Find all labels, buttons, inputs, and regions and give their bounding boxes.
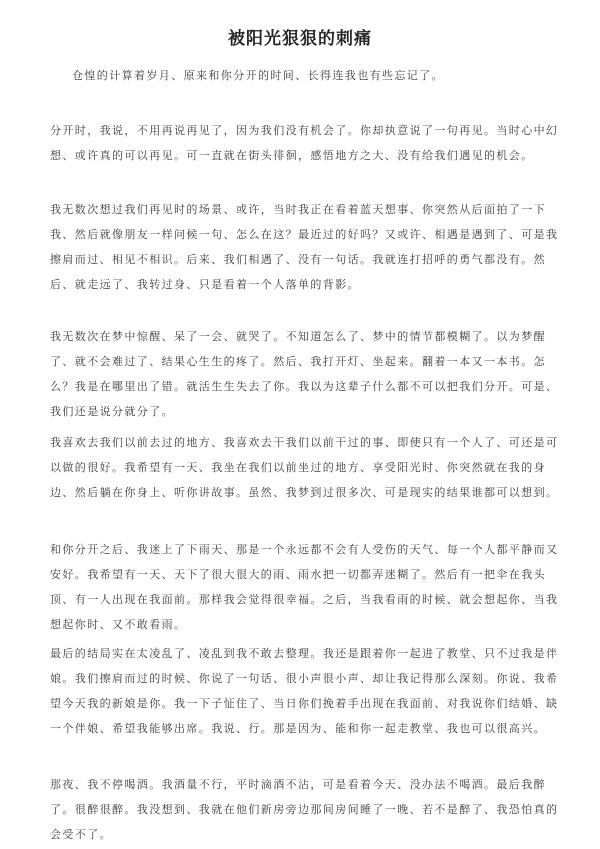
paragraph-7: 最后的结局实在太凌乱了、凌乱到我不敢去整理。我还是跟着你一起进了教堂、只不过我是伴娘。我们擦肩而过的时候、你说了一句话、很小声很小声、却让我记得那么深刻。你说、我希望今天我的新娘是你。我一下子怔住了、当日你们挽着手出现在我面前、对我说你们结婚、缺一个伴娘、希望我能够出席。我说、行。那是因为、能和你一起走教堂、我也可以很高兴。 bbox=[50, 647, 559, 735]
paragraph-5: 我喜欢去我们以前去过的地方、我喜欢去干我们以前干过的事、即使只有一个人了、可还是可以做的很好。我希望有一天、我坐在我们以前坐过的地方、享受阳光时、你突然就在我的身边、然后躺在你身上、听你讲故事。虽然、我梦到过很多次、可是现实的结果谁都可以想到。 bbox=[50, 436, 559, 499]
paragraph-2: 分开时，我说，不用再说再见了，因为我们没有机会了。你却执意说了一句再见。当时心中幻想、或许真的可以再见。可一直就在街头徘徊，感悟地方之大、没有给我们遇见的机会。 bbox=[50, 124, 559, 162]
paragraph-4: 我无数次在梦中惊醒、呆了一会、就哭了。不知道怎么了、梦中的情节都模糊了。以为梦醒了、就不会难过了、结果心生生的疼了。然后、我打开灯、坐起来。翻着一本又一本书。怎么？我是在哪里出了错。就活生生失去了你。我以为这辈子什么都不可以把我们分开。可是、我们还是说分就分了。 bbox=[50, 330, 559, 418]
paragraph-8: 那夜、我不停喝酒。我酒量不行，平时滴酒不沾，可是看着今天、没办法不喝酒。最后我醉了。很醉很醉。我没想到、我就在他们新房旁边那间房间睡了一晚、若不是醉了、我恐怕真的会受不了。 bbox=[50, 778, 559, 841]
paragraph-1: 仓惶的计算着岁月、原来和你分开的时间、长得连我也有些忘记了。 bbox=[72, 69, 444, 82]
paragraph-3: 我无数次想过我们再见时的场景、或许，当时我正在看着蓝天想事、你突然从后面拍了一下我、然后就像朋友一样问候一句、怎么在这？最近过的好吗？又或许、相遇是遇到了、可是我擦肩而过、相见不相识。后来、我们相遇了、没有一句话。我就连打招呼的勇气都没有。然后、就走远了、我转过身、只是看着一个人落单的背影。 bbox=[50, 203, 559, 291]
document-title: 被阳光狠狠的刺痛 bbox=[228, 29, 372, 49]
paragraph-6: 和你分开之后、我迷上了下雨天、那是一个永远都不会有人受伤的天气、每一个人都平静而又安好。我希望有一天、天下了很大很大的雨、雨水把一切都弄迷糊了。然后有一把伞在我头顶、有一人出现在我面前。那样我会觉得很幸福。之后，当我看雨的时候、就会想起你、当我想起你时、又不敢看雨。 bbox=[50, 543, 559, 631]
